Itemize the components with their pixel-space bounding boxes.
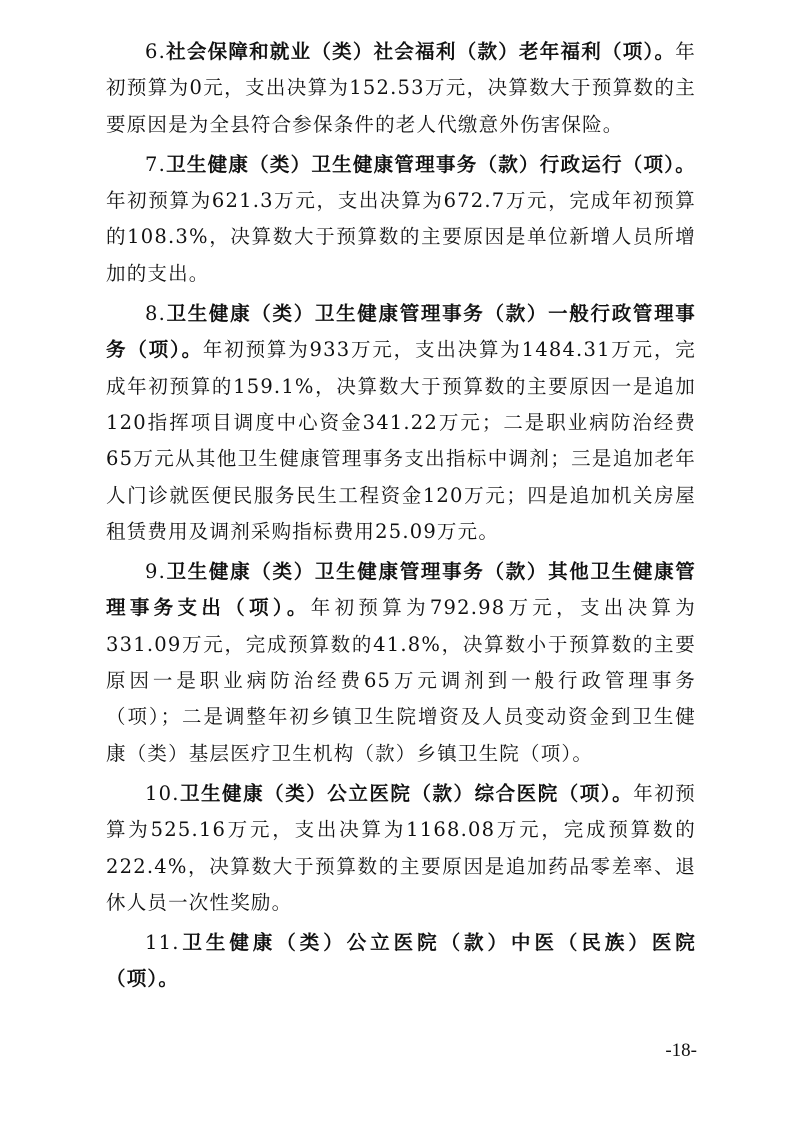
document-body bbox=[106, 34, 696, 1002]
paragraph-text: 年初预算为525.16万元，支出决算为1168.08万元，完成预算数的222.4%，决算数大于预算数的主要原因是追加药品零差率、退休人员一次性奖励。 bbox=[106, 781, 696, 914]
paragraph-number: 9. bbox=[145, 560, 167, 584]
paragraph-7 bbox=[106, 147, 696, 292]
paragraph-9 bbox=[106, 554, 696, 772]
paragraph-number: 11. bbox=[145, 931, 180, 955]
paragraph-number: 10. bbox=[145, 781, 180, 805]
paragraph-11 bbox=[106, 925, 696, 998]
paragraph-text: 年初预算为0元，支出决算为152.53万元，决算数大于预算数的主要原因是为全县符合参保条件的老人代缴意外伤害保险。 bbox=[106, 40, 696, 136]
paragraph-heading: 社会保障和就业（类）社会福利（款）老年福利（项）。 bbox=[166, 40, 676, 63]
paragraph-heading: 卫生健康（类）卫生健康管理事务（款）其他卫生健康管理事务支出（项）。 bbox=[106, 560, 696, 620]
paragraph-number: 6. bbox=[145, 40, 167, 63]
paragraph-heading: 卫生健康（类）卫生健康管理事务（款）行政运行（项）。 bbox=[166, 152, 696, 176]
paragraph-6 bbox=[106, 34, 696, 143]
paragraph-heading: 卫生健康（类）公立医院（款）综合医院（项）。 bbox=[179, 781, 634, 805]
page-number: -18- bbox=[665, 1040, 697, 1061]
paragraph-number: 7. bbox=[145, 152, 167, 176]
paragraph-heading: 卫生健康（类）公立医院（款）中医（民族）医院（项）。 bbox=[106, 931, 696, 991]
paragraph-10 bbox=[106, 776, 696, 921]
paragraph-text: 年初预算为792.98万元，支出决算为331.09万元，完成预算数的41.8%，决算数小于预算数的主要原因一是职业病防治经费65万元调剂到一般行政管理事务（项）；二是调整年初乡镇卫生院增资及人员变动资金到卫生健康（类）基层医疗卫生机构（款）乡镇卫生院（项）。 bbox=[106, 596, 696, 765]
paragraph-number: 8. bbox=[145, 302, 167, 326]
paragraph-text: 年初预算为933万元，支出决算为1484.31万元，完成年初预算的159.1%，决算数大于预算数的主要原因一是追加120指挥项目调度中心资金341.22万元；二是职业病防治经费65万元从其他卫生健康管理事务支出指标中调剂；三是追加老年人门诊就医便民服务民生工程资金120万元；四是追加机关房屋租赁费用及调剂采购指标费用25.09万元。 bbox=[106, 338, 696, 543]
paragraph-heading: 卫生健康（类）卫生健康管理事务（款）一般行政管理事务（项）。 bbox=[106, 302, 696, 362]
paragraph-8 bbox=[106, 296, 696, 550]
paragraph-text: 年初预算为621.3万元，支出决算为672.7万元，完成年初预算的108.3%，决算数大于预算数的主要原因是单位新增人员所增加的支出。 bbox=[106, 189, 696, 285]
